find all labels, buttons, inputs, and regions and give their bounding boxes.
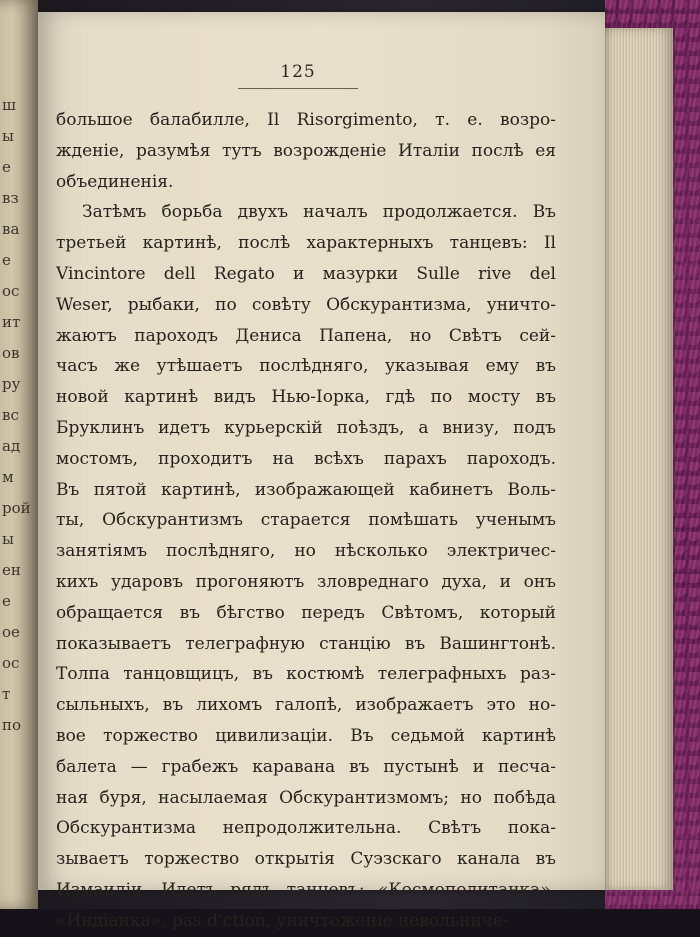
- text-line: Бруклинъ идетъ курьерскій поѣздъ, а внизу, подъ: [56, 417, 556, 438]
- text-line: сыльныхъ, въ лихомъ галопѣ, изображаетъ это но-: [56, 695, 556, 716]
- left-page-text-fragment: по: [2, 716, 22, 734]
- text-line: мостомъ, проходитъ на всѣхъ парахъ пароходъ.: [56, 448, 556, 469]
- left-page-text-fragment: е: [2, 158, 11, 176]
- text-line: Затѣмъ борьба двухъ началъ продолжается. Въ: [82, 202, 556, 223]
- left-page-text-fragment: ру: [2, 375, 21, 393]
- text-line: Въ пятой картинѣ, изображающей кабинетъ Воль-: [56, 479, 556, 500]
- left-page-text-fragment: т: [2, 685, 11, 703]
- left-page-text-fragment: ое: [2, 623, 20, 641]
- text-line: большое балабилле, Il Risorgimento, т. е. возро-: [56, 110, 556, 130]
- left-page-text-fragment: рой: [2, 499, 31, 517]
- left-page-text-fragment: ва: [2, 220, 20, 238]
- left-page-text-fragment: ит: [2, 313, 21, 331]
- text-line: Vincintore dell Regato и мазурки Sulle rive del: [56, 263, 556, 284]
- text-line: кихъ ударовъ прогоняютъ зловреднаго духа, и онъ: [56, 571, 556, 592]
- left-page-fragment: [0, 0, 38, 909]
- text-line: Измаиліи. Идетъ рядъ танцевъ: «Космополитанка»,: [56, 879, 556, 900]
- text-line: показываетъ телеграфную станцію въ Вашингтонѣ.: [56, 633, 556, 654]
- page-number: 125: [280, 62, 316, 82]
- text-line: Обскурантизма непродолжительна. Свѣтъ пока-: [56, 818, 556, 839]
- left-page-text-fragment: е: [2, 251, 11, 269]
- left-page-text-fragment: ос: [2, 654, 20, 672]
- text-line: ты, Обскурантизмъ старается помѣшать ученымъ: [56, 510, 556, 531]
- text-line: вое торжество цивилизаціи. Въ седьмой картинѣ: [56, 725, 556, 746]
- text-line: обращается въ бѣгство передъ Свѣтомъ, который: [56, 602, 556, 623]
- text-line: объединенія.: [56, 171, 174, 192]
- page-text: [56, 105, 556, 937]
- text-line: часъ же утѣшаетъ послѣдняго, указывая ему въ: [56, 356, 556, 377]
- text-line: новой картинѣ видъ Нью-Іорка, гдѣ по мосту въ: [56, 387, 556, 408]
- left-page-text-fragment: ов: [2, 344, 20, 362]
- text-line: жаютъ пароходъ Дениса Папена, но Свѣтъ сей-: [56, 325, 556, 346]
- left-page-text-fragment: ы: [2, 530, 14, 548]
- text-line: балета — грабежъ каравана въ пустынѣ и песча-: [56, 756, 556, 777]
- text-line: жденіе, разумѣя тутъ возрожденіе Италіи послѣ ея: [56, 140, 556, 161]
- page-number-rule: [238, 88, 358, 89]
- text-line: ная буря, насылаемая Обскурантизмомъ; но побѣда: [56, 787, 556, 808]
- left-page-text-fragment: ен: [2, 561, 21, 579]
- left-page-text-fragment: ш: [2, 96, 16, 114]
- left-page-text-fragment: вз: [2, 189, 19, 207]
- left-page-text-fragment: ос: [2, 282, 20, 300]
- left-page-text-fragment: ад: [2, 437, 21, 455]
- book-page: [38, 12, 605, 931]
- text-line: Толпа танцовщицъ, въ костюмѣ телеграфныхъ раз-: [56, 664, 556, 685]
- text-line: зываетъ торжество открытія Суэзскаго канала въ: [56, 849, 556, 870]
- text-line: Weser, рыбаки, по совѣту Обскурантизма, уничто-: [56, 294, 556, 315]
- text-line: занятіямъ послѣдняго, но нѣсколько электричес-: [56, 541, 556, 562]
- left-page-text-fragment: е: [2, 592, 11, 610]
- page-edges: [600, 28, 673, 890]
- text-line: «Индіанка», pas d'ction, уничтоженіе невольниче-: [56, 910, 509, 931]
- left-page-text-fragment: ы: [2, 127, 14, 145]
- left-page-text-fragment: м: [2, 468, 14, 486]
- left-page-text-fragment: вс: [2, 406, 19, 424]
- text-line: третьей картинѣ, послѣ характерныхъ танцевъ: Il: [56, 233, 556, 254]
